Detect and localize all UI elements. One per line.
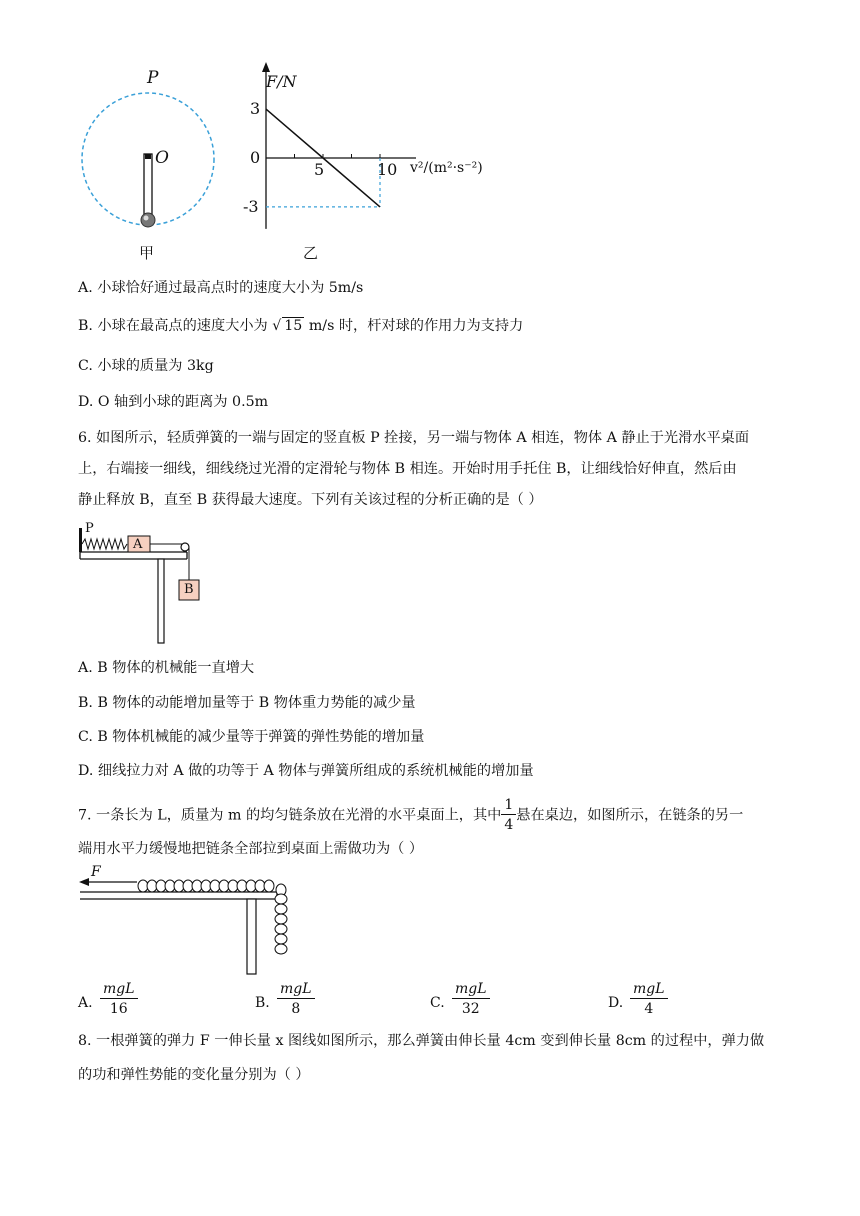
fraction-one-quarter (501, 796, 516, 835)
q5-option-c: C. 小球的质量为 3kg (78, 358, 214, 374)
q7-option-c-key: C. (430, 995, 445, 1011)
frac-den: 4 (504, 817, 514, 833)
q6-option-d: D. 细线拉力对 A 做的功等于 A 物体与弹簧所组成的系统机械能的增加量 (78, 763, 534, 779)
q5-option-b-post: m/s 时，杆对球的作用力为支持力 (304, 318, 524, 334)
q5-option-a: A. 小球恰好通过最高点时的速度大小为 5m/s (78, 280, 364, 296)
x-axis-label: v²/(m²·s⁻²) (410, 160, 483, 176)
chain-link-19 (275, 924, 287, 934)
q6-option-b: B. B 物体的动能增加量等于 B 物体重力势能的减少量 (78, 695, 416, 711)
q5-option-d: D. O 轴到小球的距离为 0.5m (78, 394, 269, 410)
label-p: P (147, 68, 159, 88)
q7-option-a-key: A. (78, 995, 93, 1011)
force-label-f: F (91, 864, 101, 880)
q7-stem-post: 悬在桌边，如图所示，在链条的另一 (516, 807, 744, 824)
tick-x-5: 5 (314, 160, 325, 179)
chain-link-21 (275, 944, 287, 954)
q6-stem-line1: 6. 如图所示，轻质弹簧的一端与固定的竖直板 P 拴接，另一端与物体 A 相连，物体 A 静止于光滑水平桌面 (78, 430, 750, 446)
q7-option-a-den: 16 (109, 1001, 128, 1017)
q7-option-b-num: mgL (277, 980, 315, 999)
q7-option-d-key: D. (608, 995, 624, 1011)
chain-link-18 (275, 914, 287, 924)
chain-link-16 (275, 894, 287, 904)
q7-stem-line1 (78, 796, 743, 836)
q6-option-c: C. B 物体机械能的减少量等于弹簧的弹性势能的增加量 (78, 729, 425, 745)
chain-link-20 (275, 934, 287, 944)
chain-links (138, 880, 287, 954)
q7-option-c-fraction (452, 980, 490, 1019)
q7-stem-line2: 端用水平力缓慢地把链条全部拉到桌面上需做功为（ ） (78, 841, 424, 857)
y-axis-arrow (262, 62, 270, 72)
q7-option-d-num: mgL (630, 980, 668, 999)
tick-y-bottom: -3 (243, 197, 259, 216)
q8-stem-line2: 的功和弹性势能的变化量分别为（ ） (78, 1067, 310, 1083)
q7-option-d-den: 4 (644, 1001, 654, 1017)
caption-jia: 甲 (139, 244, 155, 262)
q5-option-b (78, 316, 523, 336)
q7-option-a-num: mgL (100, 980, 138, 999)
q7-option-d-fraction (630, 980, 668, 1019)
tick-x-10: 10 (377, 160, 398, 179)
q6-stem-line3: 静止释放 B，直至 B 获得最大速度。下列有关该过程的分析正确的是（ ） (78, 492, 543, 508)
q5-option-b-pre: B. 小球在最高点的速度大小为 (78, 318, 273, 334)
q6-option-a: A. B 物体的机械能一直增大 (78, 660, 255, 676)
chain-link-17 (275, 904, 287, 914)
q7-option-b-den: 8 (291, 1001, 301, 1017)
frac-num: 1 (501, 796, 516, 815)
q7-option-a-fraction (100, 980, 138, 1019)
figure-chain-table (75, 862, 305, 980)
q7-option-c-num: mgL (452, 980, 490, 999)
q8-stem-line1: 8. 一根弹簧的弹力 F 一伸长量 x 图线如图所示，那么弹簧由伸长量 4cm 变到伸长量 8cm 的过程中，弹力做 (78, 1033, 765, 1049)
label-o: O (155, 148, 169, 168)
y-axis-label: F/N (266, 72, 297, 91)
q7-option-c-den: 32 (461, 1001, 480, 1017)
tick-y-top: 3 (250, 99, 261, 118)
block-label-a: A (133, 537, 143, 552)
block-label-b: B (184, 582, 194, 597)
chain-link-14 (264, 880, 274, 892)
q5-option-b-sqrt: 15 (284, 318, 303, 334)
sqrt-sign: √ (272, 318, 282, 334)
q6-stem-line2: 上，右端接一细线，细线绕过光滑的定滑轮与物体 B 相连。开始时用手托住 B，让细线恰好伸直，然后由 (78, 461, 737, 477)
q7-option-b-fraction (277, 980, 315, 1019)
origin-label: 0 (250, 148, 261, 167)
figure-circular-motion (70, 60, 230, 270)
figure-spring-pulley (75, 518, 215, 648)
q7-option-b-key: B. (255, 995, 270, 1011)
spring-label-p: P (85, 521, 94, 536)
caption-yi: 乙 (303, 244, 319, 262)
q7-stem-pre: 7. 一条长为 L，质量为 m 的均匀链条放在光滑的水平桌面上，其中 (78, 807, 502, 824)
